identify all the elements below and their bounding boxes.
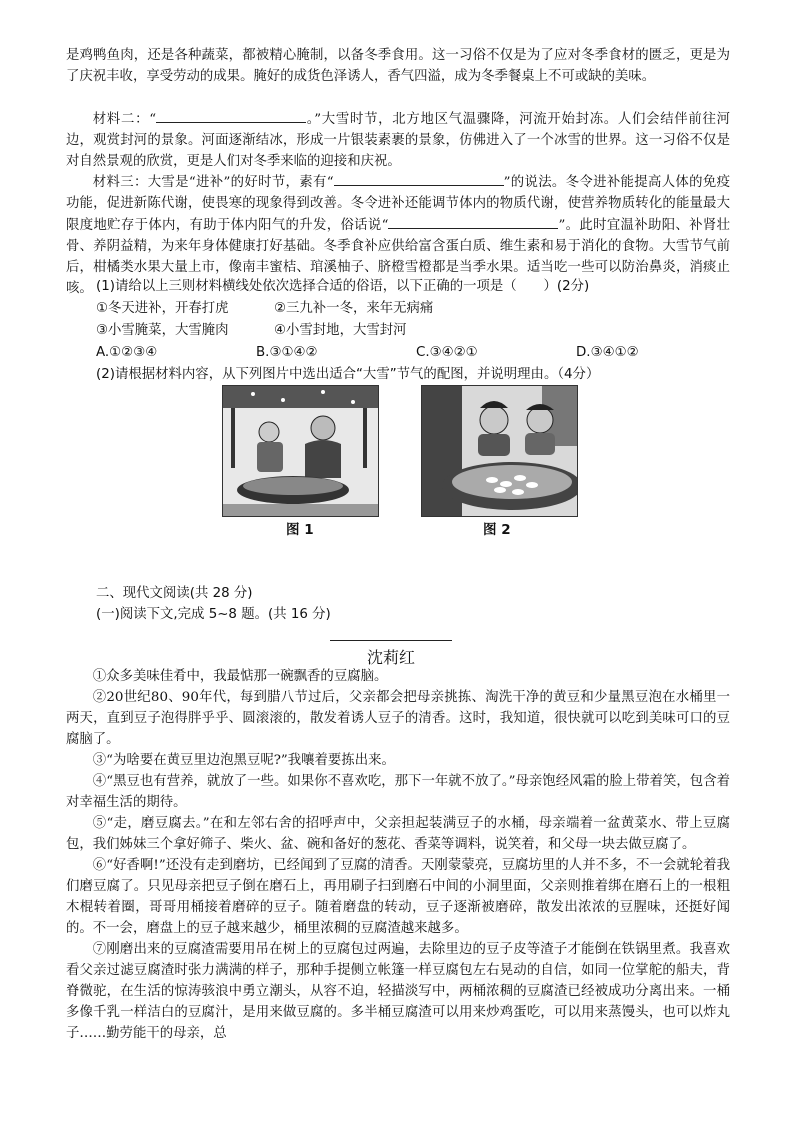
figure-1-image bbox=[222, 385, 379, 517]
question-1-items-row-1 bbox=[96, 298, 696, 320]
answer-blank-2[interactable] bbox=[334, 171, 504, 186]
question-1-items-row-2 bbox=[96, 320, 696, 342]
close-quote: 。” bbox=[306, 112, 322, 127]
figure-2-image bbox=[421, 385, 578, 517]
intro-paragraph: 是鸡鸭鱼肉，还是各种蔬菜，都被精心腌制，以备冬季食用。这一习俗不仅是为了应对冬季食材的匮乏，更是为了庆祝丰收，享受劳动的成果。腌好的成货色泽诱人，香气四溢，成为冬季餐桌上不可或缺的美味。 bbox=[66, 48, 730, 84]
item-3: ③小雪腌菜，大雪腌肉 bbox=[96, 323, 229, 338]
choice-c[interactable]: C.③④②① bbox=[416, 345, 478, 360]
material-two-paragraph bbox=[66, 108, 730, 172]
article-paragraph-2: ②20世纪80、90年代，每到腊八节过后，父亲都会把母亲挑拣、淘洗干净的黄豆和少量黑豆泡在水桶里一两天，直到豆子泡得胖乎乎、圆滚滚的，散发着诱人豆子的清香。这时，我知道，很快就可以吃到美味可口的豆腐脑了。 bbox=[66, 690, 730, 747]
section-heading: 二、现代文阅读(共 28 分) bbox=[96, 586, 253, 601]
article-paragraph-4: ④“黑豆也有营养，就放了一些。如果你不喜欢吃，那下一年就不放了。”母亲饱经风霜的脸上带着笑，包含着对幸福生活的期待。 bbox=[66, 774, 730, 810]
article-paragraph-7: ⑦刚磨出来的豆腐渣需要用吊在树上的豆腐包过两遍，去除里边的豆子皮等渣子才能倒在铁锅里煮。我喜欢看父亲过滤豆腐渣时张力满满的样子，那种手提侧立帐篷一样豆腐包左右晃动的自信，如同一位掌舵的船夫，背脊微驼，在生活的惊涛骇浪中勇立潮头，从容不迫，轻描淡写中，两桶浓稠的豆腐渣已经被成功分离出来。一桶多像千乳一样洁白的豆腐汁，是用来做豆腐的。多半桶豆腐渣可以用来炒鸡蛋吃，可以用来蒸馒头，也可以炸丸子……勤劳能干的母亲，总 bbox=[66, 942, 730, 1041]
open-quote: “ bbox=[149, 112, 157, 127]
item-2: ②三九补一冬，来年无病痛 bbox=[274, 301, 434, 316]
figure-2-caption: 图 2 bbox=[483, 522, 511, 538]
dumpling-scene-illustration bbox=[422, 386, 577, 516]
answer-blank-3[interactable] bbox=[388, 214, 558, 229]
material-two-label: 材料二： bbox=[92, 112, 150, 127]
article-paragraph-6: ⑥“好香啊!”还没有走到磨坊，已经闻到了豆腐的清香。天刚蒙蒙亮，豆腐坊里的人并不多，不一会就轮着我们磨豆腐了。只见母亲把豆子倒在磨石上，再用刷子扫到磨石中间的小洞里面，父亲则推着绑在磨石上的一根粗木棍转着圈，哥哥用桶接着磨碎的豆子。随着磨盘的转动，豆子逐渐被磨碎，散发出浓浓的豆腥味，还挺好闻的。不一会，磨盘上的豆子越来越少，桶里浓稠的豆腐渣越来越多。 bbox=[66, 858, 730, 936]
title-rule bbox=[330, 640, 452, 641]
question-2-stem: (2)请根据材料内容，从下列图片中选出适合“大雪”节气的配图，并说明理由。（4分） bbox=[96, 367, 600, 382]
material-two-text: 大雪时节，北方地区气温骤降，河流开始封冻。人们会结伴前往河边，观赏封河的景象。河面逐渐结冰，形成一片银装素裹的景象，仿佛进入了一个冰雪的世界。这一习俗不仅是对自然景观的欣赏，更是人们对冬季来临的迎接和庆祝。 bbox=[66, 112, 731, 169]
answer-blank-1[interactable] bbox=[156, 108, 306, 123]
article-author: 沈莉红 bbox=[366, 648, 415, 667]
article-paragraph-3: ③“为啥要在黄豆里边泡黑豆呢?”我嚷着要拣出来。 bbox=[92, 753, 395, 768]
question-1-stem: (1)请给以上三则材料横线处依次选择合适的俗语，以下正确的一项是（ ）(2分) bbox=[96, 279, 590, 294]
choice-a[interactable]: A.①②③④ bbox=[96, 345, 158, 360]
figure-1-caption: 图 1 bbox=[286, 522, 314, 538]
material-three-label: 材料三：大雪是“进补”的好时节，素有“ bbox=[92, 175, 334, 190]
choice-b[interactable]: B.③①④② bbox=[256, 345, 318, 360]
item-4: ④小雪封地，大雪封河 bbox=[274, 323, 407, 338]
winter-scene-illustration bbox=[223, 386, 378, 516]
choice-d[interactable]: D.③④①② bbox=[576, 345, 639, 360]
question-1-choices bbox=[96, 342, 696, 364]
material-three-text-2: ”。此时宜温补助阳、补肾壮骨、养阴益精，为来年身体健康打好基础。冬季食补应供给富含蛋白质、维生素和易于消化的食物。大雪节气前后，柑橘类水果大量上市，像南丰蜜桔、琯溪柚子、脐橙雪橙都是当季水果。适当吃一些可以防治鼻炎，消痰止咳。 bbox=[66, 218, 730, 296]
article-paragraph-5: ⑤“走，磨豆腐去。”在和左邻右舍的招呼声中，父亲担起装满豆子的水桶，母亲端着一盆黄菜水、带上豆腐包，我们姊妹三个拿好筛子、柴火、盆、碗和备好的葱花、香菜等调料，说笑着，和父母一块去做豆腐了。 bbox=[66, 816, 730, 852]
material-three-text: ”的说法。冬令进补能提高人体的免疫功能，促进新陈代谢，使畏寒的现象得到改善。冬令进补还能调节体内的物质代谢，使营养物质转化的能量最大限度地贮存于体内，有助于体内阳气的升发，俗话说“ bbox=[66, 175, 730, 233]
item-1: ①冬天进补，开春打虎 bbox=[96, 301, 229, 316]
section-subheading: (一)阅读下文,完成 5~8 题。(共 16 分) bbox=[96, 607, 331, 622]
article-paragraph-1: ①众多美味佳肴中，我最惦那一碗飘香的豆腐脑。 bbox=[92, 669, 388, 684]
